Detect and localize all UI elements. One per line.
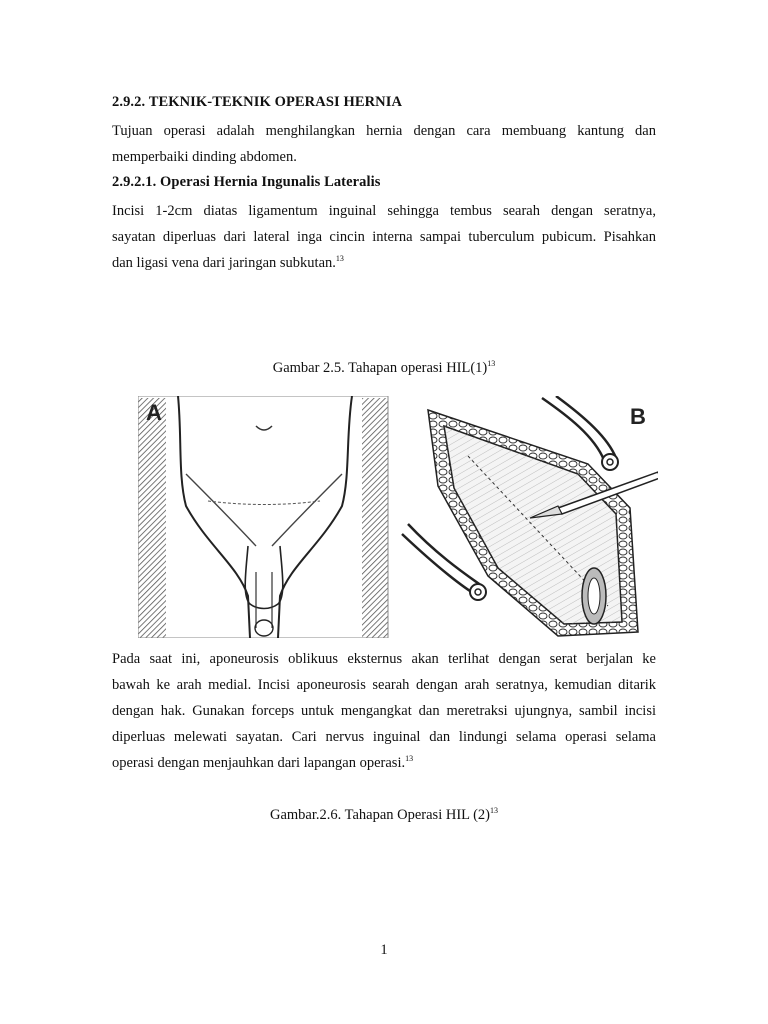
text-line [112, 750, 656, 776]
figure-caption-1 [0, 360, 768, 377]
section-heading: 2.9.2. TEKNIK-TEKNIK OPERASI HERNIA [112, 94, 403, 110]
paragraph-aponeurosis [112, 646, 656, 776]
text-line: sayatan diperluas dari lateral inga cincin interna sampai tuberculum pubicum. Pisahkan [112, 229, 656, 245]
page-number: 1 [380, 942, 388, 958]
figure-caption-2 [0, 807, 768, 824]
panel-b-label: B [630, 404, 646, 429]
reference-superscript: 13 [405, 754, 414, 763]
text-line: Tujuan operasi adalah menghilangkan hernia dengan cara membuang kantung dan [112, 123, 656, 139]
caption-text: Gambar.2.6. Tahapan Operasi HIL (2) [269, 807, 491, 823]
text-line: diperluas melewati sayatan. Cari nervus inguinal dan lindungi selama operasi selama [112, 729, 656, 745]
panel-b-illustration [402, 396, 658, 636]
text-line: dengan hak. Gunakan forceps untuk mengangkat dan meretraksi ujungnya, sambil incisi [112, 703, 656, 719]
panel-a-label: A [146, 400, 162, 425]
reference-superscript: 13 [487, 359, 496, 368]
intro-paragraph [112, 118, 656, 170]
surgery-illustration [138, 396, 658, 638]
panel-a-illustration [138, 396, 388, 638]
text-line-content: dan ligasi vena dari jaringan subkutan. [112, 255, 336, 271]
text-line: bawah ke arah medial. Incisi aponeurosis searah dengan arah seratnya, kemudian ditarik [112, 677, 656, 693]
subsection-heading: 2.9.2.1. Operasi Hernia Ingunalis Lateralis [112, 174, 381, 190]
reference-superscript: 13 [335, 254, 344, 263]
surgery-figure [138, 396, 658, 638]
text-line: Pada saat ini, aponeurosis oblikuus eksternus akan terlihat dengan serat berjalan ke [112, 651, 656, 667]
reference-superscript: 13 [490, 806, 499, 815]
text-line-content: operasi dengan menjauhkan dari lapangan operasi. [112, 755, 406, 771]
text-line: Incisi 1-2cm diatas ligamentum inguinal sehingga tembus searah dengan seratnya, [112, 203, 656, 219]
text-line: memperbaiki dinding abdomen. [112, 149, 297, 165]
paragraph-incision [112, 198, 656, 276]
caption-text: Gambar 2.5. Tahapan operasi HIL(1) [272, 360, 488, 376]
text-line [112, 250, 656, 276]
